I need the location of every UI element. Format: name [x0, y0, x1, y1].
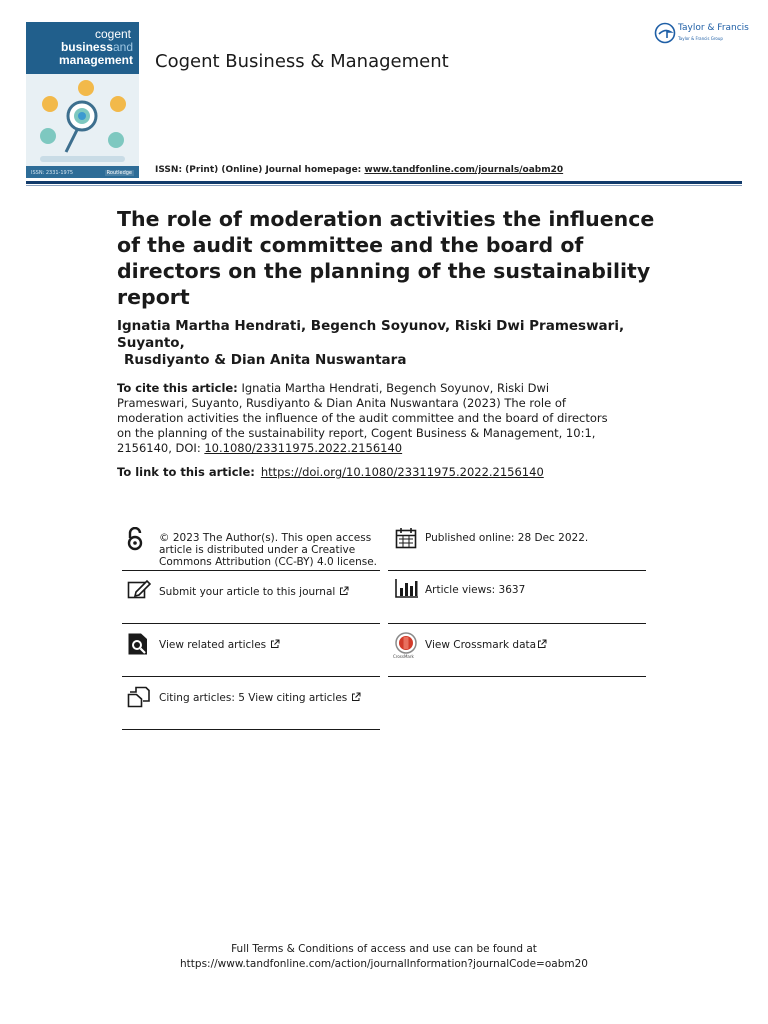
view-related-link[interactable]: View related articles [159, 639, 280, 651]
article-views: Article views: 3637 [425, 584, 526, 596]
cover-header [26, 22, 139, 74]
external-link-icon [351, 692, 361, 702]
calendar-icon [395, 527, 417, 549]
external-link-icon [537, 639, 547, 649]
issn-homepage-line [155, 165, 563, 175]
cover-brand-management: management [58, 53, 133, 67]
authors-line-1: Ignatia Martha Hendrati, Begench Soyunov, Riski Dwi Prameswari, Suyanto, [117, 318, 625, 351]
article-title: The role of moderation activities the influence of the audit committee and the board of directors on the planning of the sustainability report [117, 207, 655, 309]
cell-divider [122, 676, 380, 677]
taylor-francis-logo[interactable] [654, 22, 749, 46]
cover-brand-cogent: cogent [94, 27, 131, 41]
cell-divider [122, 623, 380, 624]
cover-footer [26, 166, 139, 178]
footer-terms-link[interactable]: https://www.tandfonline.com/action/journalInformation?journalCode=oabm20 [180, 958, 588, 970]
submit-edit-icon [127, 578, 151, 600]
cover-brand-business: businessand [60, 40, 133, 54]
tf-emblem-icon [654, 22, 676, 44]
crossmark-icon [395, 632, 417, 660]
license-text: © 2023 The Author(s). This open access article is distributed under a Creative Commons Attribution (CC-BY) 4.0 license. [159, 532, 378, 568]
cell-divider [388, 676, 646, 677]
journal-cover-image [26, 22, 139, 178]
cell-divider [122, 570, 380, 571]
header-rule-thin [26, 185, 742, 186]
tf-name: Taylor & Francis [678, 23, 749, 33]
link-label: To link to this article: [117, 465, 255, 479]
cover-illustration [26, 74, 139, 166]
article-doi-link[interactable]: https://doi.org/10.1080/23311975.2022.2156140 [260, 465, 544, 479]
cell-divider [122, 729, 380, 730]
published-date: Published online: 28 Dec 2022. [425, 532, 589, 544]
external-link-icon [339, 586, 349, 596]
citing-articles-icon [127, 686, 151, 708]
citing-articles-link[interactable]: Citing articles: 5 View citing articles [159, 692, 361, 704]
footer-terms-text: Full Terms & Conditions of access and use can be found at [231, 943, 537, 955]
open-access-icon [127, 527, 143, 551]
crossmark-caption: CrossMark [393, 654, 414, 659]
view-crossmark-link[interactable]: View Crossmark data [425, 639, 547, 651]
cite-text: Ignatia Martha Hendrati, Begench Soyunov, Riski Dwi Prameswari, Suyanto, Rusdiyanto & Dian Anita Nuswantara (2023) The role of moderation activities the influence of the audit committee and the board of directors on the planning of the sustainability report, Cogent Business & Management, 10:1, 2156140, DOI: [117, 381, 608, 455]
cite-doi-link[interactable]: 10.1080/23311975.2022.2156140 [204, 441, 403, 455]
article-authors [117, 318, 677, 369]
header-rule [26, 181, 742, 184]
tf-group: Taylor & Francis Group [678, 36, 723, 41]
authors-line-2: Rusdiyanto & Dian Anita Nuswantara [124, 352, 407, 368]
issn-label: ISSN: (Print) (Online) Journal homepage: [155, 165, 365, 175]
citation-block [117, 381, 622, 456]
cell-divider [388, 623, 646, 624]
cite-label: To cite this article: [117, 381, 238, 395]
cover-issn: ISSN: 2331-1975 [31, 170, 74, 176]
bar-chart-icon [395, 578, 419, 598]
link-row [117, 465, 544, 479]
cover-publisher: Routledge [106, 170, 132, 176]
submit-article-link[interactable]: Submit your article to this journal [159, 586, 349, 598]
external-link-icon [270, 639, 280, 649]
cell-divider [388, 570, 646, 571]
journal-name: Cogent Business & Management [155, 51, 449, 72]
journal-homepage-link[interactable]: www.tandfonline.com/journals/oabm20 [364, 165, 564, 175]
related-articles-icon [127, 632, 149, 656]
